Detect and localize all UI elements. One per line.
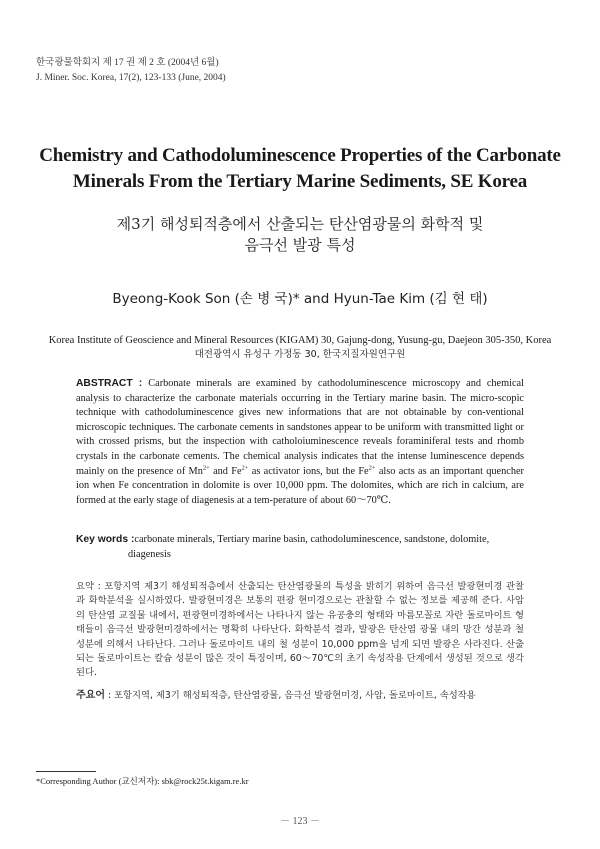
journal-citation-ko: 한국광물학회지 제 17 권 제 2 호 (2004년 6월): [36, 58, 219, 68]
korean-abstract-label: 요약: [76, 581, 94, 592]
abstract-label: ABSTRACT: [76, 378, 133, 389]
footnote-divider: [36, 771, 96, 772]
fe-superscript-2: 2+: [368, 464, 376, 472]
fe-superscript: 2+: [241, 464, 249, 472]
paper-title-ko-line1: 제3기 해성퇴적층에서 산출되는 탄산염광물의 화학적 및: [116, 215, 484, 233]
korean-keywords-text: 포항지역, 제3기 해성퇴적층, 탄산염광물, 음극선 발광현미경, 사암, 돌로마이트, 속성작용: [114, 690, 476, 701]
korean-abstract: 요약 : 포항지역 제3기 해성퇴적층에서 산출되는 탄산염광물의 특성을 밝히기 위하여 음극선 발광현미경 관찰과 화학분석을 실시하였다. 발광현미경은 보통의 편광 현미경으로는 관찰할 수 없는 정보를 제공해 준다. 사암의 탄산염 교질물 내에서, 편광현미경하에서는 나타나지 않는 유공충의 형태와 마름모꼴로 자란 돌로마이트 형태들이 음극선 발광현미경하에서는 명확히 나타난다. 화학분석 결과, 발광은 탄산염 광물 내의 망간 성분과 철 성분에 의해서 나타난다. 그러나 돌로마이트 내의 철 성분이 10,000 ppm을 넘게 되면 발광은 사라진다. 산출되는 돌로마이트는 칼슘 성분이 많은 것이 특징이며, 60～70℃의 초기 속성작용 단계에서 생성된 것으로 생각된다.: [76, 581, 524, 679]
abstract-text-1: Carbonate minerals are examined by cathodoluminescence microscopy and chemical analysis to characterize the carbonate materials occurring in the Tertiary marine basin. The micro-scopic technique with cathodoluminescence gives new informations that are not obtainable by con-ventional microscopic techniques. The carbonate cements in sandstones appear to be uniform with transmitted light or with crossed prisms, but the inspection with catholoiuminescence reveals foraminiferal tests and rhomb crystals in the carbonate cements. The chemical analysis indicates that the intense luminescence depends mainly on the presence of Mn: [76, 378, 524, 477]
journal-citation-en: J. Miner. Soc. Korea, 17(2), 123-133 (June, 2004): [36, 73, 226, 83]
affiliation: [20, 334, 580, 362]
page-number: － 123 －: [280, 816, 320, 827]
abstract-section: ABSTRACT : Carbonate minerals are examined by cathodoluminescence microscopy and chemical analysis to characterize the carbonate materials occurring in the Tertiary marine basin. The micro-scopic technique with cathodoluminescence gives new informations that are not obtainable by con-ventional microscopic techniques. The carbonate cements in sandstones appear to be uniform with transmitted light or with crossed prisms, but the inspection with catholoiuminescence reveals foraminiferal tests and rhomb crystals in the carbonate cements. The chemical analysis indicates that the intense luminescence depends mainly on the presence of $Mn^{2+}$ and $Fe^{2+}$ as activator ions, but the $Fe^{2+}$ also acts as an important quencher ion when Fe concentration in dolomite is over 10,000 ppm. The dolomites, which are rich in calcium, are formed at the early stage of diagenesis at a tem-perature of about 60～70℃.: [76, 378, 524, 506]
abstract-text-3: as activator ions, but the Fe: [248, 465, 369, 477]
abstract-text-4: also acts as an important quencher ion when Fe concentration in dolomite is over 10,000 ppm. The dolomites, which are rich in calcium, are formed at the early stage of diagenesis at a tem-perature of about 60～70℃.: [76, 465, 524, 506]
korean-keywords: 주요어 : 포항지역, 제3기 해성퇴적층, 탄산염광물, 음극선 발광현미경, 사암, 돌로마이트, 속성작용: [76, 690, 476, 701]
mn-superscript: 2+: [202, 464, 210, 472]
korean-abstract-text: 포항지역 제3기 해성퇴적층에서 산출되는 탄산염광물의 특성을 밝히기 위하여 음극선 발광현미경 관찰과 화학분석을 실시하였다. 발광현미경은 보통의 편광 현미경으로는 관찰할 수 없는 정보를 제공해 준다. 사암의 탄산염 교질물 내에서, 편광현미경하에서는 나타나지 않는 유공충의 형태와 마름모꼴로 자란 돌로마이트 형태들이 음극선 발광현미경하에서는 명확히 나타난다. 화학분석 결과, 발광은 탄산염 광물 내의 망간 성분과 철 성분에 의해서 나타난다. 그러나 돌로마이트 내의 철 성분이 10,000 ppm을 넘게 되면 발광은 사라진다. 산출되는 돌로마이트는 칼슘 성분이 많은 것이 특징이며, 60～70℃의 초기 속성작용 단계에서 생성된 것으로 생각된다.: [76, 581, 524, 679]
affiliation-ko: 대전광역시 유성구 가정동 30, 한국지질자원연구원: [194, 349, 406, 360]
author-list: Byeong-Kook Son (손 병 국)* and Hyun-Tae Kim (김 현 태): [112, 291, 488, 307]
paper-title-ko: [20, 214, 580, 256]
journal-header: [36, 56, 226, 86]
paper-title-ko-line2: 음극선 발광 특성: [244, 236, 356, 254]
keywords-text: carbonate minerals, Tertiary marine basin, cathodoluminescence, sandstone, dolomite, diagenesis: [128, 534, 490, 560]
keywords-section: Key words : carbonate minerals, Tertiary marine basin, cathodoluminescence, sandstone, dolomite, diagenesis: [76, 533, 524, 562]
affiliation-en: Korea Institute of Geoscience and Mineral Resources (KIGAM) 30, Gajung-dong, Yusung-gu, Daejeon 305-350, Korea: [48, 335, 552, 346]
korean-keywords-label: 주요어: [76, 690, 105, 701]
abstract-text-2: and Fe: [209, 465, 242, 477]
keywords-label: Key words: [76, 534, 129, 545]
paper-title-en: Chemistry and Cathodoluminescence Properties of the Carbonate Minerals From the Tertiary Marine Sediments, SE Korea: [39, 145, 561, 192]
corresponding-author-footnote: *Corresponding Author (교신저자): sbk@rock25t.kigam.re.kr: [36, 776, 249, 786]
